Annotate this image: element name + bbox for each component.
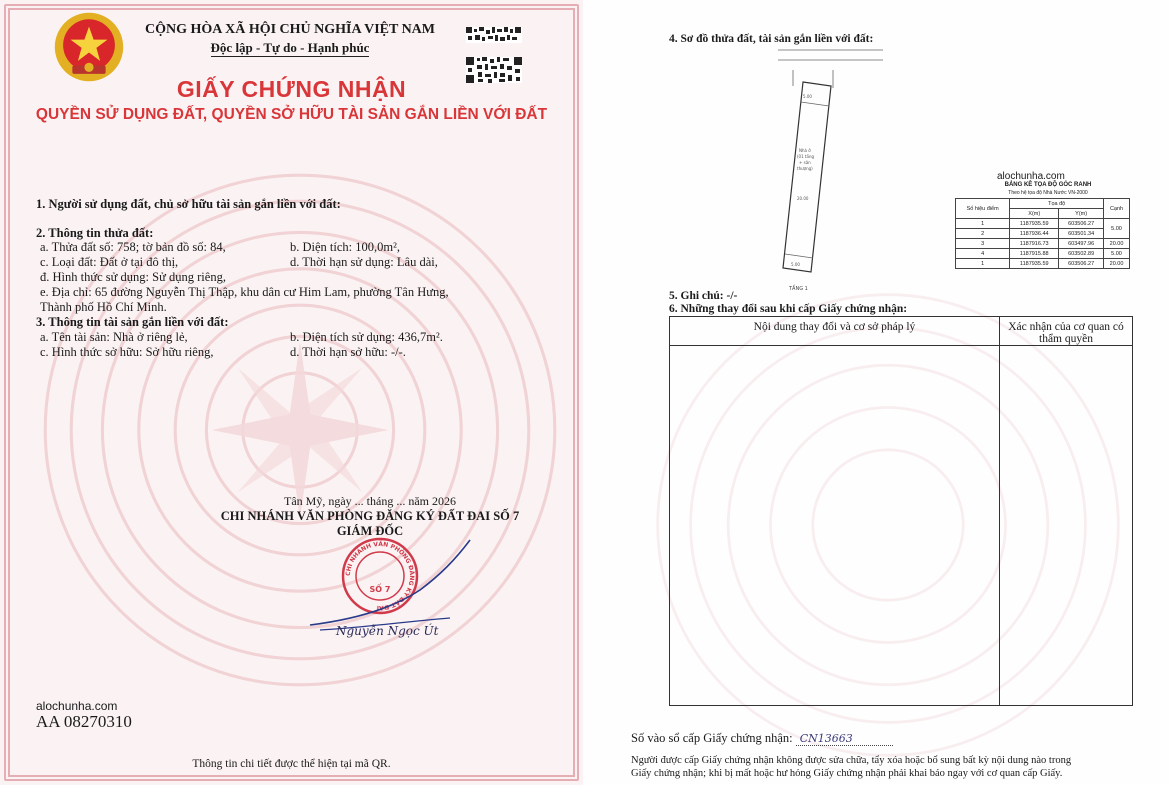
- warning-line-2: Giấy chứng nhận; khi bị mất hoặc hư hỏng Giấy chứng nhận phải khai báo ngay với cơ quan cấp Giấy.: [631, 768, 1063, 779]
- parcel-sketch-map: [763, 40, 893, 300]
- usage-area: b. Diện tích sử dụng: 436,7m².: [290, 330, 443, 344]
- certificate-title: GIẤY CHỨNG NHẬN: [176, 76, 407, 102]
- national-emblem-icon: [52, 10, 126, 84]
- table-header-cell: [1000, 317, 1133, 346]
- table-cell: 603502.89: [1059, 249, 1104, 259]
- ownership-term: d. Thời hạn sở hữu: -/-.: [290, 345, 406, 359]
- parcel-number: a. Thửa đất số: 758; tờ bản đồ số: 84,: [40, 240, 226, 254]
- coordinate-table-subtitle: Theo hệ tọa độ Nhà Nước VN-2000: [1008, 190, 1088, 196]
- address-line-1: e. Địa chỉ: 65 đường Nguyễn Thị Thập, khu dân cư Him Lam, phường Tân Hưng,: [40, 285, 449, 299]
- asset-name: a. Tên tài sản: Nhà ở riêng lẻ,: [40, 330, 188, 344]
- table-row: [956, 239, 1130, 249]
- table-cell: 1187916.73: [1010, 239, 1059, 249]
- registry-number-line: [631, 731, 893, 746]
- coordinate-table-title: BẢNG KÊ TỌA ĐỘ GÓC RANH: [1004, 182, 1092, 188]
- table-header-row: [956, 199, 1130, 209]
- section-1-heading: 1. Người sử dụng đất, chủ sở hữu tài sản gắn liền với đất:: [36, 197, 341, 211]
- table-cell: 20.00: [1104, 259, 1130, 269]
- table-row: [956, 219, 1130, 229]
- table-cell: 603506.27: [1059, 219, 1104, 229]
- table-row: [956, 229, 1130, 239]
- table-cell: 1187935.59: [1010, 219, 1059, 229]
- issue-date-line: Tân Mỹ, ngày ... tháng ... năm 2026: [284, 494, 456, 508]
- table-header-cell: Số hiệu điểm: [956, 199, 1010, 219]
- section-5-heading: 5. Ghi chú: -/-: [669, 290, 738, 302]
- national-motto: [140, 40, 440, 56]
- header-line: Xác nhận của cơ quan có: [1008, 321, 1124, 333]
- table-cell: 603497.96: [1059, 239, 1104, 249]
- handwritten-signature: [300, 530, 490, 660]
- svg-text:Nhà ở: Nhà ở: [799, 148, 811, 153]
- ownership-form: c. Hình thức sở hữu: Sở hữu riêng,: [40, 345, 214, 359]
- table-row: [956, 249, 1130, 259]
- warning-line-1: Người được cấp Giấy chứng nhận không được sửa chữa, tẩy xóa hoặc bổ sung bất kỳ nội dung nào trong: [631, 755, 1072, 766]
- changes-table: [669, 316, 1133, 706]
- table-cell: 2: [956, 229, 1010, 239]
- address-line-2: Thành phố Hồ Chí Minh.: [40, 300, 167, 314]
- qr-code-icon: [466, 27, 522, 43]
- issuing-office: CHI NHÁNH VĂN PHÒNG ĐĂNG KÝ ĐẤT ĐAI SỐ 7: [220, 509, 520, 523]
- table-cell: 1: [956, 259, 1010, 269]
- registry-label: Số vào sổ cấp Giấy chứng nhận:: [631, 731, 793, 745]
- table-cell: [670, 346, 1000, 706]
- land-type: c. Loại đất: Đất ở tại đô thị,: [40, 255, 179, 269]
- motto-text: Độc lập - Tự do - Hạnh phúc: [210, 40, 370, 55]
- table-header-cell: Cạnh: [1104, 199, 1130, 219]
- table-cell: 5.00: [1104, 219, 1130, 239]
- table-cell: 5.00: [1104, 249, 1130, 259]
- table-cell: 1187935.59: [1010, 259, 1059, 269]
- registry-number: CN13663: [799, 732, 853, 745]
- national-header: CỘNG HÒA XÃ HỘI CHỦ NGHĨA VIỆT NAM: [144, 22, 435, 37]
- certificate-front-page: [0, 0, 583, 785]
- section-2-heading: 2. Thông tin thửa đất:: [36, 226, 154, 240]
- stamp-number: SỐ 7: [369, 585, 391, 594]
- director-title: GIÁM ĐỐC: [336, 524, 404, 538]
- table-cell: 4: [956, 249, 1010, 259]
- table-cell: 20.00: [1104, 239, 1130, 249]
- table-header-cell: Nội dung thay đổi và cơ sở pháp lý: [670, 317, 1000, 346]
- svg-text:5.00: 5.00: [791, 262, 800, 267]
- svg-text:5.00: 5.00: [803, 94, 812, 99]
- floor-label: TẦNG 1: [789, 286, 808, 292]
- table-cell: 1187936.44: [1010, 229, 1059, 239]
- watermark-brand: alochunha.com: [997, 171, 1065, 182]
- signer-name: Nguyễn Ngọc Út: [336, 624, 439, 638]
- certificate-subtitle: QUYỀN SỬ DỤNG ĐẤT, QUYỀN SỞ HỮU TÀI SẢN GẮN LIỀN VỚI ĐẤT: [35, 106, 548, 123]
- table-cell: 1: [956, 219, 1010, 229]
- section-3-heading: 3. Thông tin tài sản gắn liền với đất:: [36, 315, 229, 329]
- table-cell: 603501.34: [1059, 229, 1104, 239]
- usage-form: đ. Hình thức sử dụng: Sử dụng riêng,: [40, 270, 226, 284]
- table-cell: 3: [956, 239, 1010, 249]
- svg-text:(01 tầng: (01 tầng: [797, 154, 815, 159]
- svg-text:20.00: 20.00: [797, 196, 809, 201]
- table-cell: [1000, 346, 1133, 706]
- table-row: [956, 259, 1130, 269]
- certificate-back-page: [583, 0, 1170, 785]
- svg-text:thượng): thượng): [797, 166, 813, 171]
- qr-note: Thông tin chi tiết được thể hiện tại mã QR.: [192, 758, 391, 770]
- stamp-ring-text: CHI NHÁNH VĂN PHÒNG ĐĂNG KÝ ĐẤT ĐAI: [344, 540, 416, 612]
- certificate-serial: AA 08270310: [36, 712, 132, 731]
- coordinate-table: [955, 198, 1130, 269]
- table-row: [670, 346, 1133, 706]
- parcel-area: b. Diện tích: 100,0m²,: [290, 240, 400, 254]
- table-cell: 1187915.88: [1010, 249, 1059, 259]
- table-header-cell: Tọa độ: [1010, 199, 1104, 209]
- table-cell: 603506.27: [1059, 259, 1104, 269]
- table-header-row: [670, 317, 1133, 346]
- svg-text:+ sân: + sân: [799, 160, 811, 165]
- section-6-heading: 6. Những thay đổi sau khi cấp Giấy chứng nhận:: [669, 303, 908, 315]
- table-header-cell: X(m): [1010, 209, 1059, 219]
- table-header-cell: Y(m): [1059, 209, 1104, 219]
- section-4-heading: 4. Sơ đồ thửa đất, tài sản gắn liền với đất:: [669, 33, 874, 45]
- header-line: thẩm quyền: [1039, 333, 1093, 345]
- watermark-brand: alochunha.com: [36, 699, 118, 713]
- usage-term: d. Thời hạn sử dụng: Lâu dài,: [290, 255, 438, 269]
